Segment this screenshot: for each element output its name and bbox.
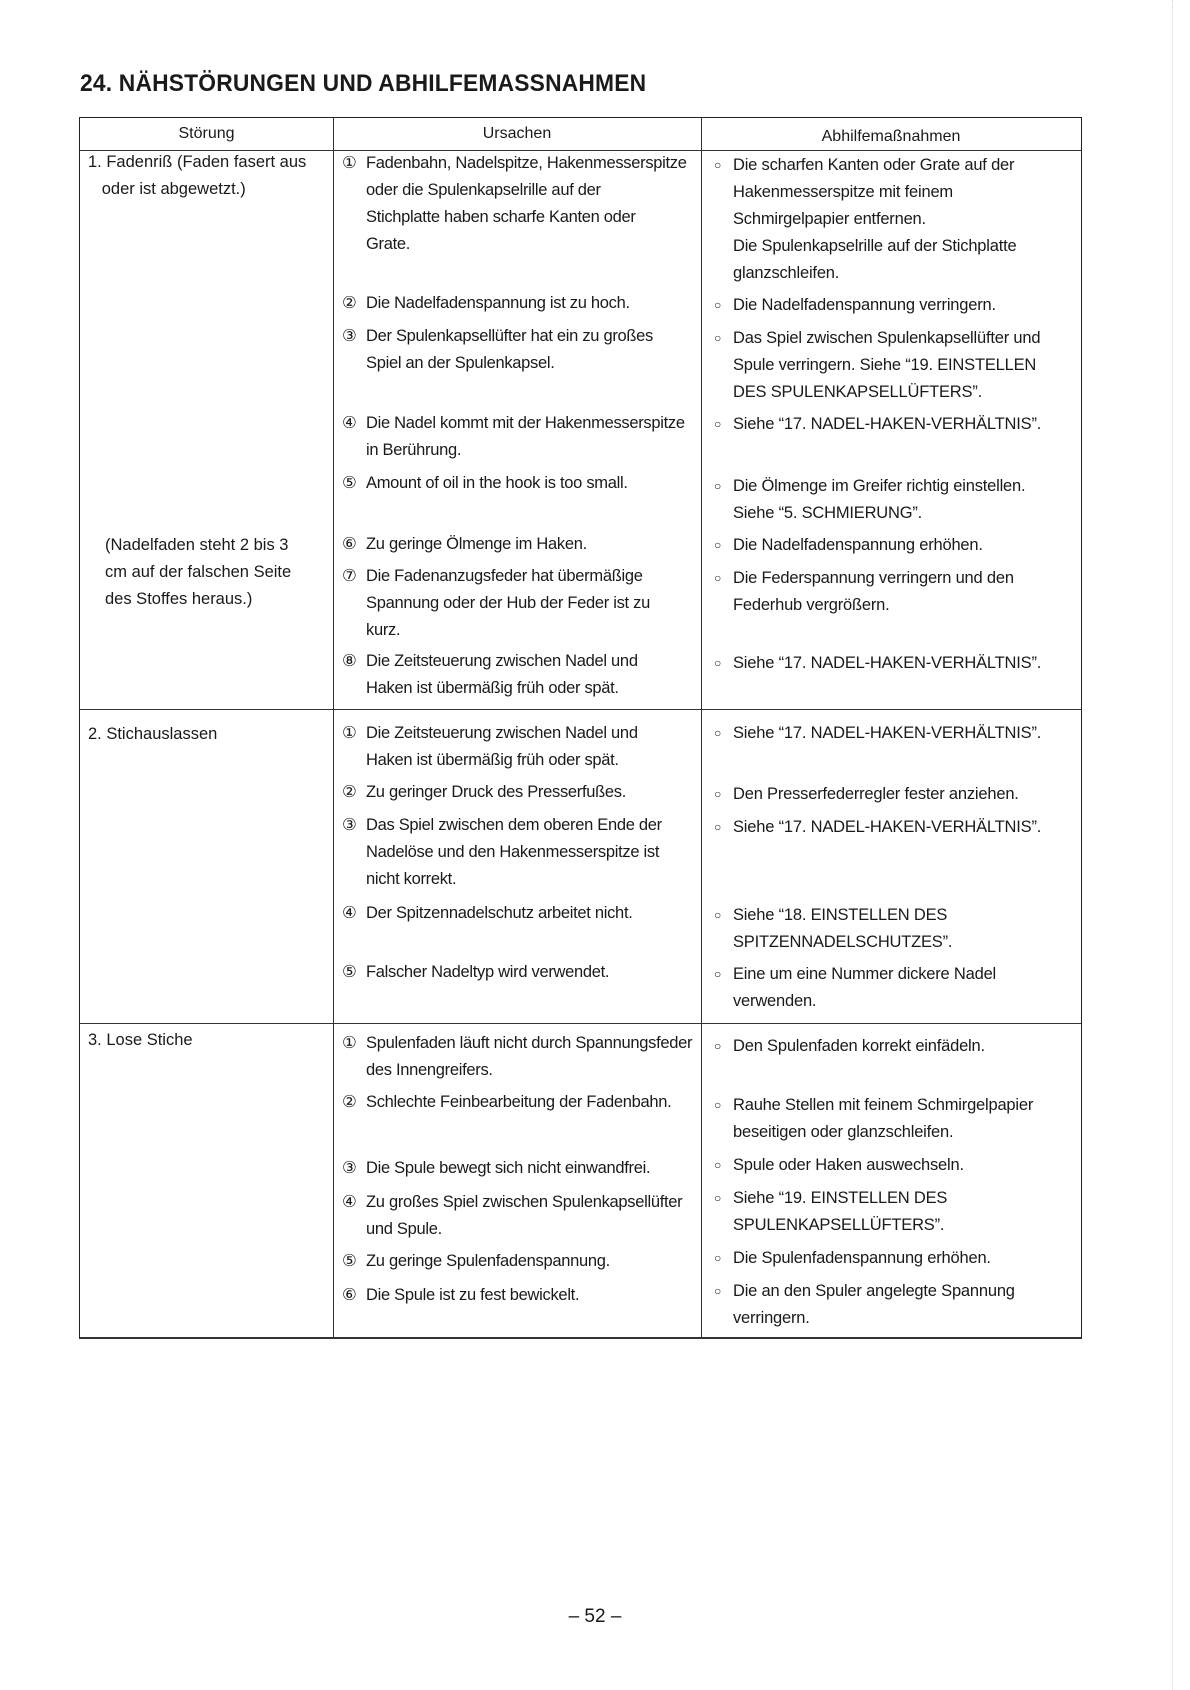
circled-number: ① (342, 1034, 357, 1052)
cause-item (342, 1282, 692, 1309)
remedy-text: Rauhe Stellen mit feinem Schmirgelpapier beseitigen oder glanzschleifen. (733, 1096, 1034, 1141)
remedy-text: Die Ölmenge im Greifer richtig einstellen. Siehe “5. SCHMIERUNG”. (733, 477, 1026, 522)
remedy-item (714, 532, 1079, 559)
cause-text: Fadenbahn, Nadelspitze, Hakenmesserspitze oder die Spulenkapselrille auf der Stichplatte haben scharfe Kanten oder Grate. (366, 154, 687, 253)
cause-text: Amount of oil in the hook is too small. (366, 474, 628, 492)
circled-number: ⑤ (342, 1252, 357, 1270)
circled-number: ⑥ (342, 535, 357, 553)
remedy-text: Die scharfen Kanten oder Grate auf der Hakenmesserspitze mit feinem Schmirgelpapier entfernen. Die Spulenkapselrille auf der Stichplatte glanzschleifen. (733, 156, 1017, 282)
cause-item (342, 1089, 692, 1116)
cause-text: Zu geringer Druck des Presserfußes. (366, 783, 627, 801)
circled-number: ⑥ (342, 1286, 357, 1304)
cause-item (342, 959, 692, 986)
scan-edge (1172, 0, 1173, 1690)
bullet-circle-icon: ○ (714, 1191, 722, 1205)
row-divider (80, 1023, 1081, 1024)
cause-item (342, 563, 692, 644)
row-divider (80, 709, 1081, 710)
remedy-item (714, 325, 1079, 406)
cause-text: Die Spule ist zu fest bewickelt. (366, 1286, 580, 1304)
circled-number: ⑤ (342, 963, 357, 981)
bullet-circle-icon: ○ (714, 656, 722, 670)
cause-item (342, 779, 692, 806)
bullet-circle-icon: ○ (714, 787, 722, 801)
circled-number: ① (342, 154, 357, 172)
cause-text: Zu geringe Ölmenge im Haken. (366, 535, 587, 553)
bullet-circle-icon: ○ (714, 158, 722, 172)
cause-item (342, 531, 692, 558)
cause-item (342, 470, 692, 497)
column-divider (333, 118, 334, 1337)
stoerung-text: 1. Fadenriß (Faden fasert aus oder ist abgewetzt.) (88, 153, 307, 198)
stoerung-text: 3. Lose Stiche (88, 1031, 193, 1049)
cause-text: Die Nadelfadenspannung ist zu hoch. (366, 294, 630, 312)
circled-number: ③ (342, 327, 357, 345)
column-divider (701, 118, 702, 1337)
remedy-item (714, 1185, 1079, 1239)
circled-number: ④ (342, 904, 357, 922)
remedy-item (714, 781, 1079, 808)
circled-number: ③ (342, 816, 357, 834)
cause-item (342, 290, 692, 317)
remedy-text: Die Spulenfadenspannung erhöhen. (733, 1249, 991, 1267)
bullet-circle-icon: ○ (714, 1098, 722, 1112)
circled-number: ② (342, 1093, 357, 1111)
bullet-circle-icon: ○ (714, 1158, 722, 1172)
cause-item (342, 150, 692, 258)
cause-item (342, 1155, 692, 1182)
cause-item (342, 1248, 692, 1275)
remedy-item (714, 720, 1079, 747)
remedy-item (714, 961, 1079, 1015)
remedy-text: Siehe “17. NADEL-HAKEN-VERHÄLTNIS”. (733, 724, 1042, 742)
bullet-circle-icon: ○ (714, 298, 722, 312)
remedy-text: Den Spulenfaden korrekt einfädeln. (733, 1037, 985, 1055)
cause-text: Zu geringe Spulenfadenspannung. (366, 1252, 610, 1270)
circled-number: ④ (342, 1193, 357, 1211)
cause-item (342, 1189, 692, 1243)
bullet-circle-icon: ○ (714, 1251, 722, 1265)
remedy-item (714, 1245, 1079, 1272)
bullet-circle-icon: ○ (714, 967, 722, 981)
cause-text: Die Fadenanzugsfeder hat übermäßige Spannung oder der Hub der Feder ist zu kurz. (366, 567, 650, 639)
remedy-text: Die an den Spuler angelegte Spannung verringern. (733, 1282, 1015, 1327)
remedy-text: Siehe “18. EINSTELLEN DES SPITZENNADELSCHUTZES”. (733, 906, 953, 951)
remedy-text: Siehe “17. NADEL-HAKEN-VERHÄLTNIS”. (733, 415, 1042, 433)
remedy-item (714, 473, 1079, 527)
circled-number: ② (342, 294, 357, 312)
bullet-circle-icon: ○ (714, 479, 722, 493)
circled-number: ② (342, 783, 357, 801)
cause-text: Spulenfaden läuft nicht durch Spannungsfeder des Innengreifers. (366, 1034, 693, 1079)
cause-text: Die Nadel kommt mit der Hakenmesserspitze in Berührung. (366, 414, 685, 459)
bullet-circle-icon: ○ (714, 538, 722, 552)
cause-text: Das Spiel zwischen dem oberen Ende der Nadelöse und den Hakenmesserspitze ist nicht korrekt. (366, 816, 662, 888)
cause-item (342, 720, 692, 774)
cause-text: Falscher Nadeltyp wird verwendet. (366, 963, 610, 981)
bullet-circle-icon: ○ (714, 571, 722, 585)
cause-text: Der Spulenkapsellüfter hat ein zu großes Spiel an der Spulenkapsel. (366, 327, 653, 372)
circled-number: ④ (342, 414, 357, 432)
circled-number: ③ (342, 1159, 357, 1177)
remedy-text: Siehe “17. NADEL-HAKEN-VERHÄLTNIS”. (733, 654, 1042, 672)
circled-number: ⑦ (342, 567, 357, 585)
header-abhilfe: Abhilfemaßnahmen (821, 128, 961, 145)
remedy-text: Eine um eine Nummer dickere Nadel verwenden. (733, 965, 997, 1010)
remedy-item (714, 1033, 1079, 1060)
remedy-text: Die Federspannung verringern und den Federhub vergrößern. (733, 569, 1014, 614)
stoerung-text: (Nadelfaden steht 2 bis 3 cm auf der falschen Seite des Stoffes heraus.) (105, 536, 292, 608)
bullet-circle-icon: ○ (714, 726, 722, 740)
bullet-circle-icon: ○ (714, 1284, 722, 1298)
header-stoerung: Störung (178, 125, 235, 142)
cause-item (342, 812, 692, 893)
remedy-item (714, 292, 1079, 319)
remedy-item (714, 1092, 1079, 1146)
bullet-circle-icon: ○ (714, 331, 722, 345)
bullet-circle-icon: ○ (714, 820, 722, 834)
remedy-text: Das Spiel zwischen Spulenkapsellüfter und Spule verringern. Siehe “19. EINSTELLEN DES SPULENKAPSELLÜFTERS”. (733, 329, 1041, 401)
cause-text: Die Zeitsteuerung zwischen Nadel und Haken ist übermäßig früh oder spät. (366, 652, 638, 697)
cause-item (342, 900, 692, 927)
bullet-circle-icon: ○ (714, 908, 722, 922)
remedy-item (714, 902, 1079, 956)
cause-item (342, 410, 692, 464)
cause-text: Der Spitzennadelschutz arbeitet nicht. (366, 904, 633, 922)
circled-number: ① (342, 724, 357, 742)
cause-text: Zu großes Spiel zwischen Spulenkapsellüfter und Spule. (366, 1193, 683, 1238)
remedy-text: Die Nadelfadenspannung erhöhen. (733, 536, 983, 554)
cause-item (342, 1030, 692, 1084)
cause-text: Die Spule bewegt sich nicht einwandfrei. (366, 1159, 651, 1177)
cause-item (342, 648, 692, 702)
circled-number: ⑤ (342, 474, 357, 492)
page-number: – 52 – (568, 1606, 622, 1627)
header-ursachen: Ursachen (482, 125, 552, 142)
remedy-item (714, 411, 1079, 438)
remedy-item (714, 814, 1079, 841)
remedy-item (714, 1278, 1079, 1332)
bullet-circle-icon: ○ (714, 417, 722, 431)
remedy-item (714, 152, 1079, 287)
stoerung-text: 2. Stichauslassen (88, 725, 218, 743)
remedy-text: Siehe “17. NADEL-HAKEN-VERHÄLTNIS”. (733, 818, 1042, 836)
remedy-text: Den Presserfederregler fester anziehen. (733, 785, 1019, 803)
cause-item (342, 323, 692, 377)
circled-number: ⑧ (342, 652, 357, 670)
remedy-item (714, 1152, 1079, 1179)
remedy-item (714, 565, 1079, 619)
page-title: 24. NÄHSTÖRUNGEN UND ABHILFEMASSNAHMEN (80, 70, 647, 97)
remedy-text: Siehe “19. EINSTELLEN DES SPULENKAPSELLÜFTERS”. (733, 1189, 948, 1234)
cause-text: Die Zeitsteuerung zwischen Nadel und Haken ist übermäßig früh oder spät. (366, 724, 638, 769)
remedy-item (714, 650, 1079, 677)
remedy-text: Die Nadelfadenspannung verringern. (733, 296, 996, 314)
bullet-circle-icon: ○ (714, 1039, 722, 1053)
remedy-text: Spule oder Haken auswechseln. (733, 1156, 964, 1174)
cause-text: Schlechte Feinbearbeitung der Fadenbahn. (366, 1093, 672, 1111)
